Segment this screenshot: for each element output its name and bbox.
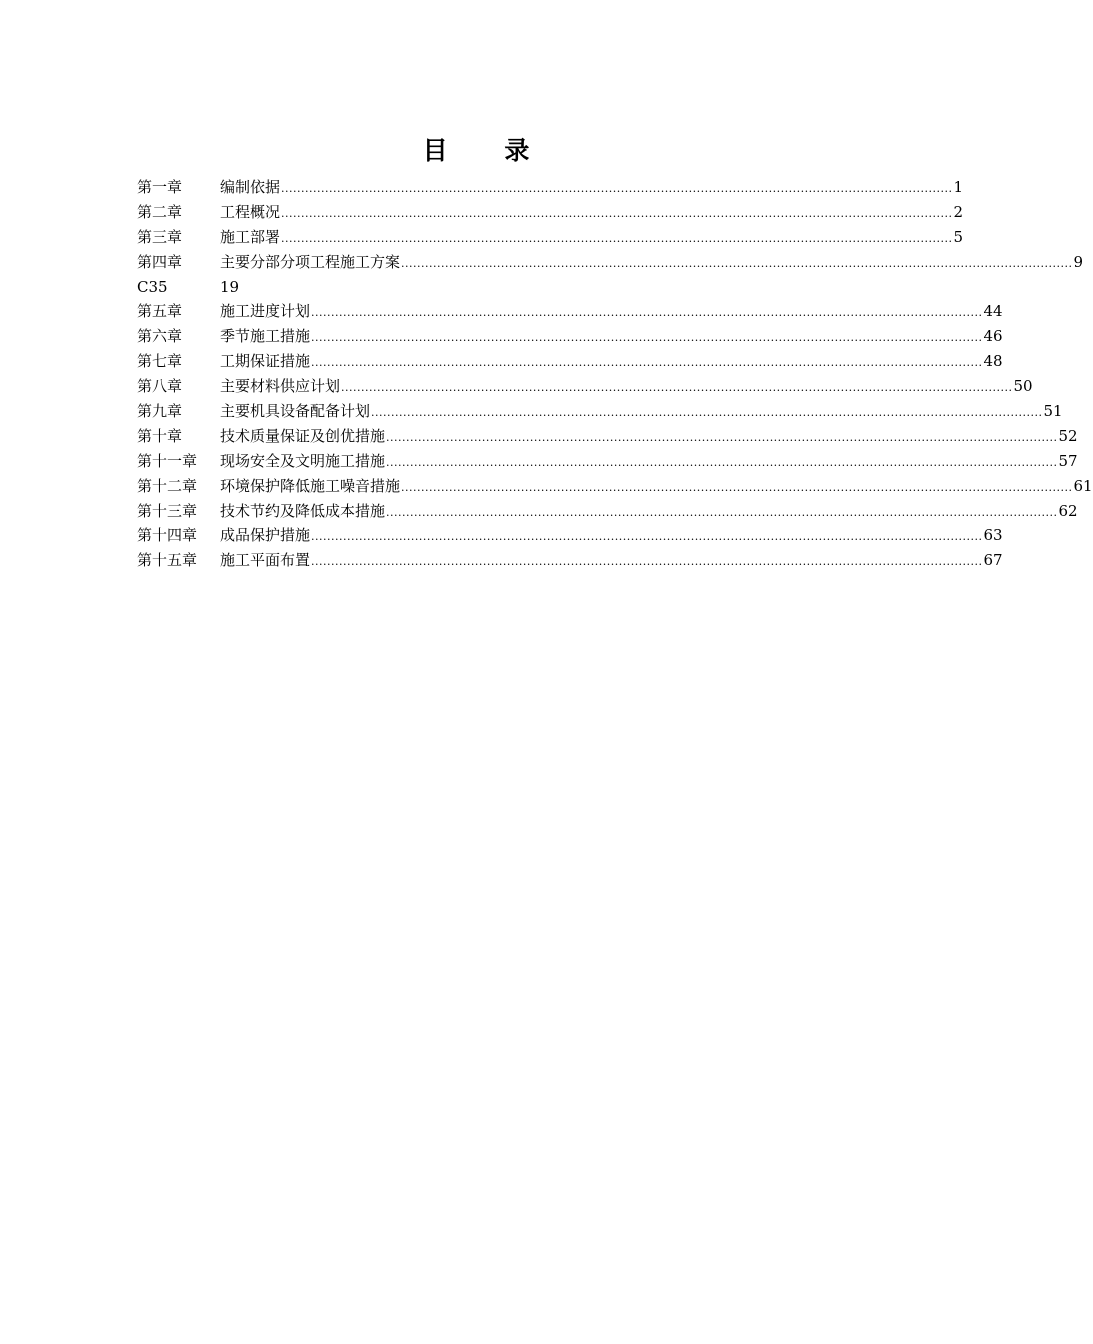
toc-page-number: 62 bbox=[1058, 501, 1078, 520]
toc-chapter-title: 成品保护措施 bbox=[220, 526, 311, 545]
toc-chapter-number: 第三章 bbox=[137, 227, 183, 246]
toc-chapter-title: 工期保证措施 bbox=[220, 352, 311, 371]
toc-entry[interactable] bbox=[137, 275, 859, 300]
toc-page-number: 44 bbox=[983, 302, 1003, 321]
toc-dot-leader: ........................................................................................................................................................................ bbox=[386, 455, 1058, 469]
toc-dot-leader: ........................................................................................................................................................................ bbox=[311, 356, 983, 370]
toc-dot-leader: ........................................................................................................................................................................ bbox=[281, 206, 953, 220]
toc-dot-leader: ........................................................................................................................................................................ bbox=[371, 406, 1043, 420]
toc-entry[interactable] bbox=[137, 449, 1078, 474]
toc-chapter-title: 技术节约及降低成本措施 bbox=[220, 501, 386, 520]
toc-page-number: 9 bbox=[1073, 252, 1083, 271]
toc-page-number: 2 bbox=[953, 202, 963, 221]
toc-chapter-number: 第九章 bbox=[137, 402, 183, 421]
toc-page-number: 5 bbox=[953, 227, 963, 246]
toc-dot-leader: ........................................................................................................................................................................ bbox=[311, 331, 983, 345]
toc-chapter-number: 第十四章 bbox=[137, 526, 198, 545]
toc-dot-leader: ........................................................................................................................................................................ bbox=[281, 231, 953, 245]
toc-chapter-title: 施工进度计划 bbox=[220, 302, 311, 321]
toc-page-number: 51 bbox=[1043, 402, 1063, 421]
toc-chapter-number: 第七章 bbox=[137, 352, 183, 371]
toc-chapter-number: 第六章 bbox=[137, 327, 183, 346]
toc-dot-leader: ........................................................................................................................................................................ bbox=[401, 256, 1073, 270]
toc-entry[interactable] bbox=[137, 225, 963, 250]
toc-dot-leader: ........................................................................................................................................................................ bbox=[386, 505, 1058, 519]
toc-page-number: 48 bbox=[983, 352, 1003, 371]
toc-chapter-number: 第八章 bbox=[137, 377, 183, 396]
toc-entry[interactable] bbox=[137, 299, 1003, 324]
toc-chapter-title: 工程概况 bbox=[220, 202, 281, 221]
toc-entry[interactable] bbox=[137, 548, 1003, 573]
table-of-contents bbox=[137, 175, 1093, 573]
toc-chapter-number: C35 bbox=[137, 277, 168, 296]
toc-chapter-title: 季节施工措施 bbox=[220, 327, 311, 346]
toc-chapter-number: 第二章 bbox=[137, 202, 183, 221]
toc-page-number: 52 bbox=[1058, 426, 1078, 445]
toc-entry[interactable] bbox=[137, 175, 963, 200]
toc-entry[interactable] bbox=[137, 200, 963, 225]
toc-chapter-title: 现场安全及文明施工措施 bbox=[220, 451, 386, 470]
toc-dot-leader: ........................................................................................................................................................................ bbox=[311, 530, 983, 544]
toc-page-number: 57 bbox=[1058, 451, 1078, 470]
toc-dot-leader: ........................................................................................................................................................................ bbox=[281, 182, 953, 195]
toc-chapter-title: 主要材料供应计划 bbox=[220, 377, 341, 396]
toc-dot-leader: ........................................................................................................................................................................ bbox=[386, 430, 1058, 444]
toc-page-number: 61 bbox=[1073, 476, 1093, 495]
toc-entry[interactable] bbox=[137, 374, 1033, 399]
toc-chapter-title: 环境保护降低施工噪音措施 bbox=[220, 476, 401, 495]
toc-dot-leader: ........................................................................................................................................................................ bbox=[311, 306, 983, 320]
toc-page-number: 46 bbox=[983, 327, 1003, 346]
toc-chapter-number: 第十三章 bbox=[137, 501, 198, 520]
toc-page-number: 1 bbox=[953, 178, 963, 196]
toc-chapter-number: 第十章 bbox=[137, 426, 183, 445]
toc-page-number: 67 bbox=[983, 551, 1003, 570]
toc-title: 目 录 bbox=[422, 136, 554, 165]
toc-chapter-number: 第五章 bbox=[137, 302, 183, 321]
toc-entry[interactable] bbox=[137, 424, 1078, 449]
toc-page-number: 50 bbox=[1013, 377, 1033, 396]
toc-chapter-title: 主要机具设备配备计划 bbox=[220, 402, 371, 421]
toc-chapter-title: 19 bbox=[220, 277, 240, 296]
toc-dot-leader: ........................................................................................................................................................................ bbox=[311, 555, 983, 569]
toc-dot-leader: ........................................................................................................................................................................ bbox=[341, 381, 1013, 395]
toc-entry[interactable] bbox=[137, 499, 1078, 524]
toc-chapter-number: 第十二章 bbox=[137, 476, 198, 495]
toc-chapter-number: 第一章 bbox=[137, 178, 183, 196]
toc-entry[interactable] bbox=[137, 523, 1003, 548]
toc-chapter-title: 主要分部分项工程施工方案 bbox=[220, 252, 401, 271]
toc-page-number: 63 bbox=[983, 526, 1003, 545]
toc-dot-leader: ........................................................................................................................................................................ bbox=[401, 480, 1073, 494]
toc-entry[interactable] bbox=[137, 250, 1083, 275]
toc-chapter-title: 编制依据 bbox=[220, 178, 281, 196]
toc-chapter-title: 技术质量保证及创优措施 bbox=[220, 426, 386, 445]
toc-entry[interactable] bbox=[137, 324, 1003, 349]
toc-chapter-number: 第十五章 bbox=[137, 551, 198, 570]
toc-chapter-title: 施工平面布置 bbox=[220, 551, 311, 570]
toc-entry[interactable] bbox=[137, 474, 1093, 499]
toc-entry[interactable] bbox=[137, 399, 1063, 424]
toc-chapter-number: 第四章 bbox=[137, 252, 183, 271]
toc-chapter-number: 第十一章 bbox=[137, 451, 198, 470]
toc-chapter-title: 施工部署 bbox=[220, 227, 281, 246]
toc-entry[interactable] bbox=[137, 349, 1003, 374]
